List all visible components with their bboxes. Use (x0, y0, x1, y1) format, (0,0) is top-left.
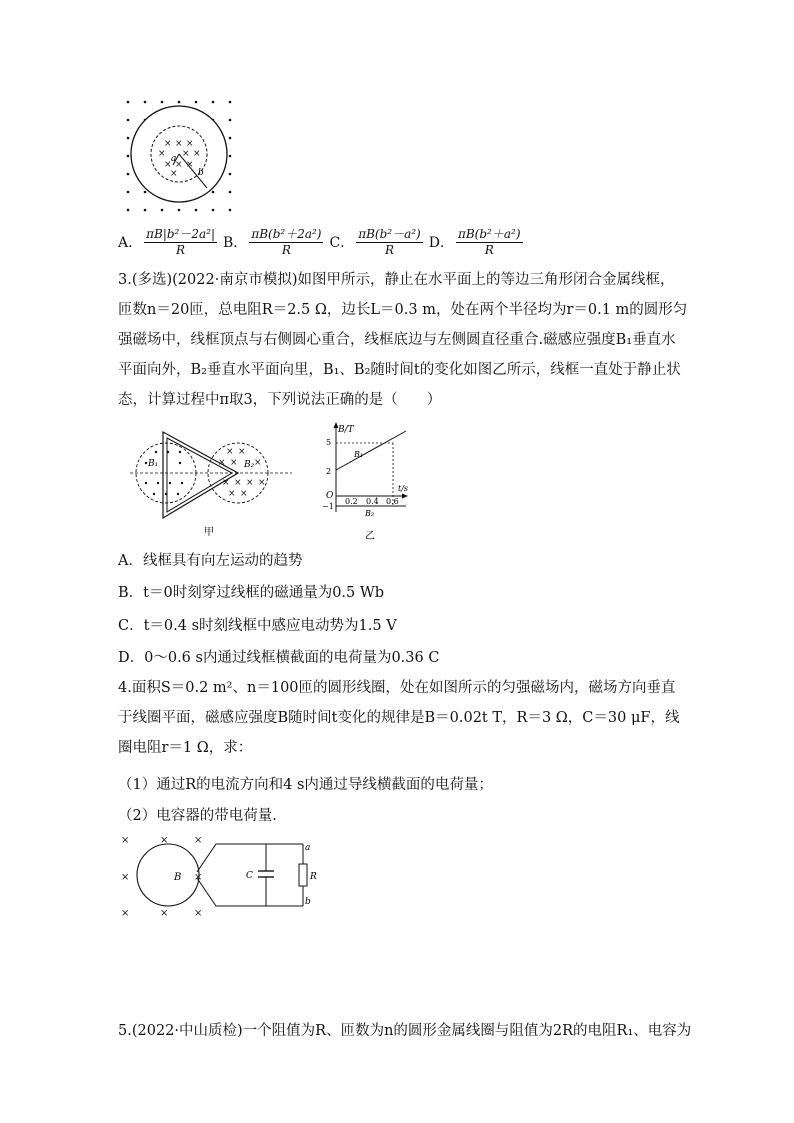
field-dot (127, 209, 130, 212)
field-dot (161, 101, 164, 104)
svg-text:×: × (158, 149, 166, 159)
label-B2: B₂ (244, 460, 255, 470)
option-c-fraction: $\frac{\text{πB(b²－a²)}}{R}$ (358, 226, 421, 257)
x-axis-label: t/s (398, 484, 409, 493)
q3-figure-yi (310, 418, 420, 542)
field-dot (127, 119, 130, 122)
svg-text:×: × (164, 139, 172, 149)
field-dot (229, 155, 232, 158)
label-C: C (246, 871, 253, 881)
field-dot (229, 137, 232, 140)
svg-text:×: × (230, 458, 238, 468)
origin-label: O (326, 491, 334, 501)
field-crosses (121, 835, 202, 919)
svg-text:×: × (240, 489, 248, 499)
q4-question: 4.面积S＝0.2 m²、n＝100匝的圆形线圈，处在如图所示的匀强磁场内，磁场方向垂直于线圈平面，磁感应强度B随时间t变化的规律是B＝0.02t T，R＝3 Ω，C＝30 μF，线圈电阻r＝1 Ω，求： (118, 680, 680, 756)
label-b: b (305, 897, 311, 907)
xtick-0.4: 0.4 (366, 497, 379, 506)
label-line-B2: B₂ (365, 509, 375, 518)
svg-text:×: × (222, 478, 230, 488)
field-dot (212, 101, 215, 104)
svg-text:×: × (234, 478, 242, 488)
ytick-minus1: −1 (322, 502, 334, 511)
svg-text:×: × (186, 139, 194, 149)
q3-question: 3.(多选)(2022·南京市模拟)如图甲所示，静止在水平面上的等边三角形闭合金属线框，匝数n＝20匝，总电阻R＝2.5 Ω，边长L＝0.3 m，处在两个半径均为r＝0.1 m的圆形匀强磁场中，线框顶点与右侧圆心重合，线框底边与左侧圆直径重合.磁感应强度B₁垂直水平面向外，B₂垂直水平面向里，B₁、B₂随时间t的变化如图乙所示，线框一直处于静止状态，计算过程中π取3，下列说法正确的是（ ） (118, 272, 688, 408)
field-dot (127, 155, 130, 158)
xtick-0.2: 0.2 (345, 497, 358, 506)
q4-circuit-figure (118, 832, 328, 924)
ytick-5: 5 (326, 438, 332, 447)
label-line-B1: B₁ (354, 450, 364, 459)
svg-text:×: × (246, 478, 254, 488)
q4-sub1: （1）通过R的电流方向和4 s内通过导线横截面的电荷量； (118, 777, 493, 793)
svg-text:×: × (175, 160, 183, 170)
field-dot (144, 209, 147, 212)
q3-figure-jia (126, 418, 296, 538)
field-dot (178, 209, 181, 212)
triangle-frame-outer (163, 432, 238, 518)
q3-option-d: D．0～0.6 s内通过线框横截面的电荷量为0.36 C (118, 650, 440, 666)
svg-text:×: × (258, 478, 266, 488)
field-dot (229, 101, 232, 104)
field-dot (127, 137, 130, 140)
q3-option-b: B．t＝0时刻穿过线框的磁通量为0.5 Wb (118, 585, 385, 601)
field-dot (195, 209, 198, 212)
svg-text:×: × (160, 908, 169, 919)
field-dot (195, 101, 198, 104)
field-dot (144, 191, 147, 194)
option-d-label: D． (428, 235, 454, 251)
q5-question: 5.(2022·中山质检)一个阻值为R、匝数为n的圆形金属线圈与阻值为2R的电阻R₁、电容为 (118, 1023, 692, 1039)
svg-text:×: × (228, 489, 236, 499)
coil-circle (137, 844, 199, 906)
svg-text:×: × (164, 160, 172, 170)
field-dot (229, 119, 232, 122)
svg-text:×: × (121, 908, 130, 919)
svg-text:×: × (193, 149, 201, 159)
svg-text:×: × (194, 908, 203, 919)
svg-text:×: × (160, 835, 169, 846)
field-dot (212, 191, 215, 194)
q2-options (118, 222, 529, 262)
option-b-fraction: $\frac{\text{πB(b²＋2a²)}}{R}$ (251, 226, 322, 257)
label-a: a (305, 843, 311, 853)
svg-text:×: × (226, 447, 234, 457)
field-dot (161, 209, 164, 212)
label-B: B (174, 872, 182, 883)
field-dot (229, 191, 232, 194)
option-a-fraction: $\frac{\text{πB|b²－2a²|}}{R}$ (146, 226, 216, 257)
svg-text:×: × (170, 169, 178, 179)
ytick-2: 2 (326, 467, 332, 476)
x-axis-arrow (402, 494, 408, 499)
field-dot (127, 101, 130, 104)
field-dot (127, 173, 130, 176)
field-dot (144, 101, 147, 104)
resistor (299, 864, 307, 886)
option-b-label: B． (223, 235, 248, 251)
line-B1 (336, 431, 406, 470)
option-a-label: A． (118, 235, 143, 251)
field-dot (229, 209, 232, 212)
field-dot (229, 173, 232, 176)
field-dot (127, 191, 130, 194)
wire-top (197, 844, 303, 872)
svg-text:×: × (186, 160, 194, 170)
field-dot (178, 101, 181, 104)
svg-text:×: × (218, 458, 226, 468)
option-d-fraction: $\frac{\text{πB(b²＋a²)}}{R}$ (457, 226, 521, 257)
svg-text:×: × (194, 835, 203, 846)
q2-figure (118, 92, 248, 220)
xtick-0.6: 0.6 (386, 497, 399, 506)
svg-text:×: × (182, 149, 190, 159)
q3-option-a: A．线框具有向左运动的趋势 (118, 553, 303, 569)
svg-text:×: × (121, 872, 130, 883)
svg-text:×: × (121, 835, 130, 846)
q3-option-c: C．t＝0.4 s时刻线框中感应电动势为1.5 V (118, 618, 397, 634)
svg-text:×: × (194, 872, 203, 883)
caption-yi: 乙 (365, 531, 375, 542)
label-b: b (198, 168, 204, 178)
svg-text:×: × (175, 139, 183, 149)
wire-bottom (197, 878, 303, 906)
y-axis-label: B/T (338, 425, 354, 435)
svg-text:×: × (254, 458, 262, 468)
caption-jia: 甲 (204, 527, 214, 538)
label-a: a (171, 154, 177, 164)
field-dot (212, 209, 215, 212)
q4-sub2: （2）电容器的带电荷量. (118, 808, 277, 824)
svg-text:×: × (238, 447, 246, 457)
option-c-label: C． (329, 235, 355, 251)
label-B1: B₁ (148, 459, 159, 469)
label-R: R (310, 872, 317, 882)
